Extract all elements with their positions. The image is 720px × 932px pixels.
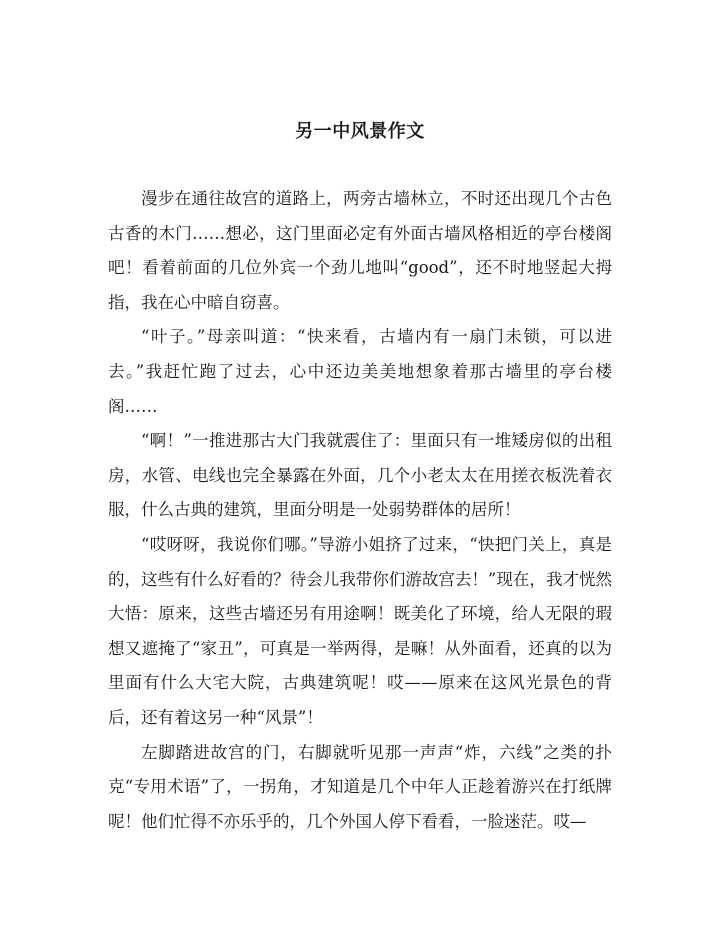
paragraph-5: 左脚踏进故宫的门，右脚就听见那一声声“炸，六线”之类的扑克“专用术语”了，一拐角，才知道是几个中年人正趁着游兴在打纸牌呢！他们忙得不亦乐乎的，几个外国人停下看看，一脸迷茫。哎— bbox=[108, 742, 612, 831]
paragraph-3: “啊！”一推进那古大门我就震住了：里面只有一堆矮房似的出租房，水管、电线也完全暴露在外面，几个小老太太在用搓衣板洗着衣服，什么古典的建筑，里面分明是一处弱势群体的居所！ bbox=[108, 431, 612, 520]
document-body bbox=[108, 182, 612, 839]
paragraph-1: 漫步在通往故宫的道路上，两旁古墙林立，不时还出现几个古色古香的木门……想必，这门里面必定有外面古墙风格相近的亭台楼阁吧！看着前面的几位外宾一个劲儿地叫“good”，还不时地竖起大拇指，我在心中暗自窃喜。 bbox=[108, 189, 612, 312]
document-title: 另一中风景作文 bbox=[295, 121, 425, 142]
document-page bbox=[108, 0, 612, 839]
paragraph-4: “哎呀呀，我说你们哪。”导游小姐挤了过来，“快把门关上，真是的，这些有什么好看的？待会儿我带你们游故宫去！”现在，我才恍然大悟：原来，这些古墙还另有用途啊！既美化了环境，给人无限的瑕想又遮掩了“家丑”，可真是一举两得，是嘛！从外面看，还真的以为里面有什么大宅大院，古典建筑呢！哎——原来在这风光景色的背后，还有着这另一种“风景”！ bbox=[108, 534, 612, 727]
paragraph-2: “叶子。”母亲叫道：“快来看，古墙内有一扇门未锁，可以进去。”我赶忙跑了过去，心中还边美美地想象着那古墙里的亭台楼阁…… bbox=[108, 327, 612, 416]
